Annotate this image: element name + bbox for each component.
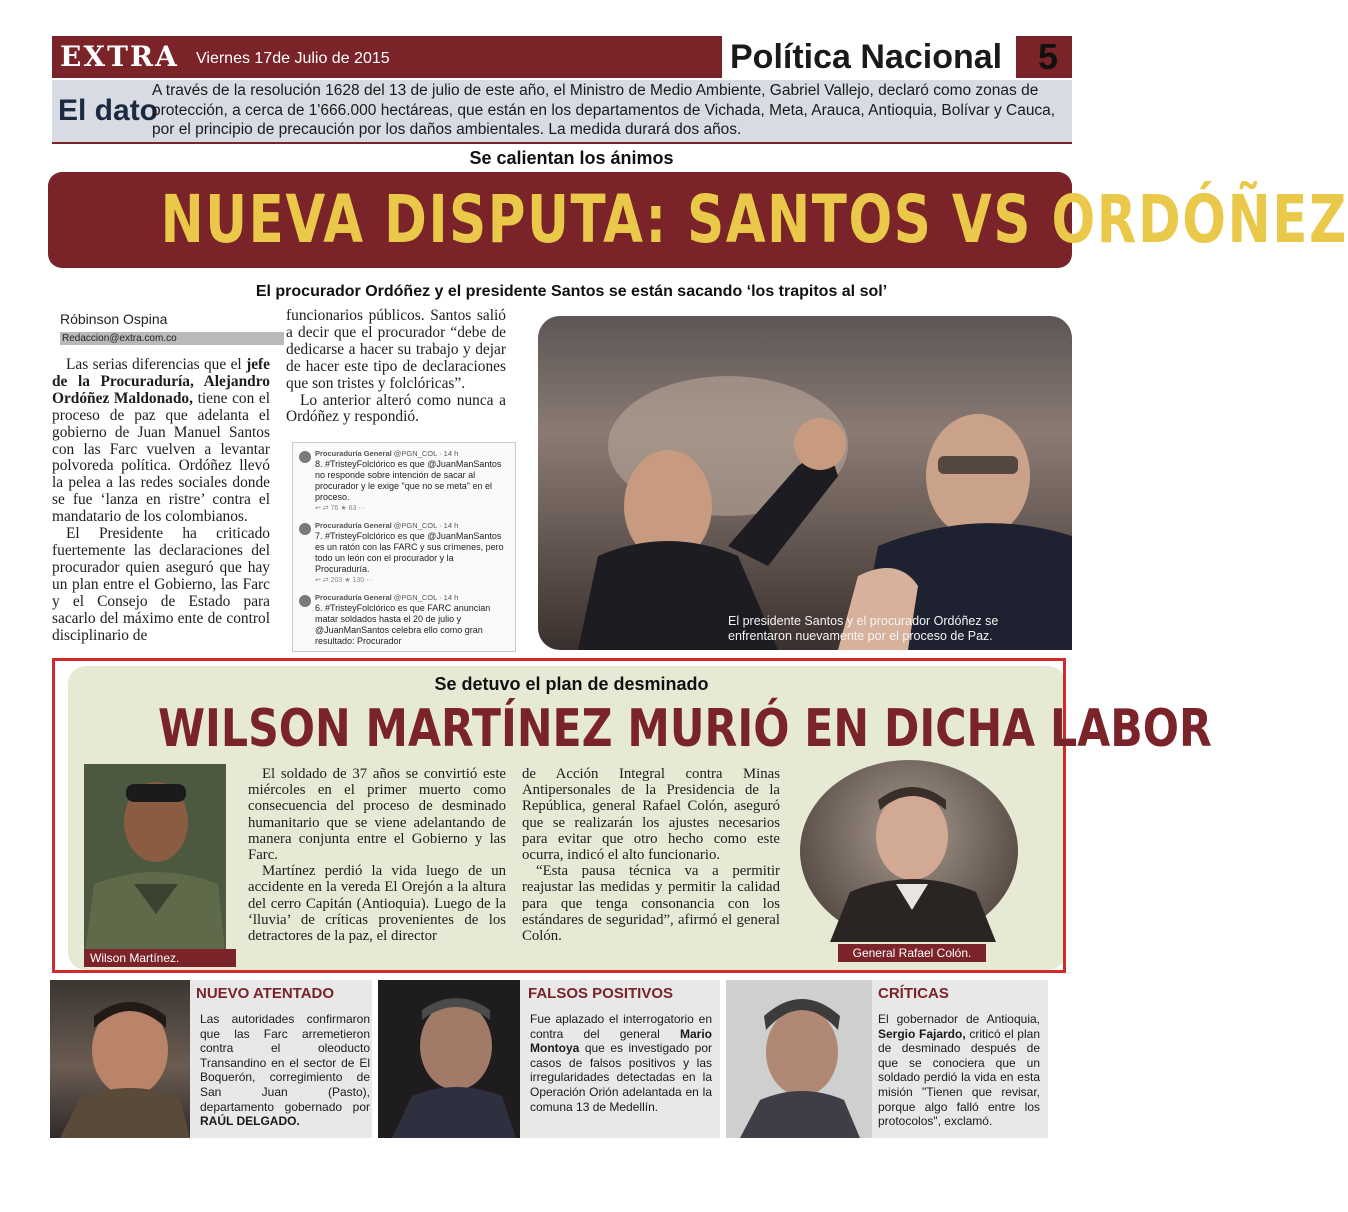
col4-paragraph-2: “Esta pausa técnica va a permitir reajustar las medidas y permitir la calidad para que tenga consonancia con los estándares de seguridad”, afirmó el general Colón.	[522, 863, 780, 945]
brief-text-part: Las autoridades confirmaron que las Farc arremetieron contra el oleoducto Transandino en el sector de El Boquerón, corregimiento de San Juan (Pasto), departamento gobernado por	[200, 1012, 370, 1114]
sergio-fajardo-photo	[726, 980, 872, 1138]
brief-text-falsos	[530, 1012, 712, 1114]
main-headline: NUEVA DISPUTA: SANTOS VS ORDÓÑEZ	[160, 181, 1348, 258]
wilson-kicker: Se detuvo el plan de desminado	[434, 674, 709, 694]
santos-ordonez-photo	[538, 316, 1072, 650]
tweet-handle: @PGN_COL · 14 h	[393, 521, 459, 530]
wilson-photo-caption: Wilson Martínez.	[84, 949, 236, 967]
col3-paragraph-1: El soldado de 37 años se convirtió este miércoles en el primer muerto como consecuencia del proceso de desminado humanitario que se viene adelantando de manera conjunta entre el Gobierno y las Farc.	[248, 766, 506, 864]
colon-photo-caption: General Rafael Colón.	[838, 944, 986, 962]
tweet-actions: ↩ ⇄ 76 ★ 63 ···	[315, 505, 366, 512]
brief-text-part: criticó el plan de desminado después de que se conociera que un soldado perdió la vida en esta misión "Tienen que revisar, porque algo falló entre los protocolos", exclamó.	[878, 1026, 1040, 1129]
col1-text-c: tiene con el proceso de paz que adelanta el gobierno de Juan Manuel Santos con las Farc vuelven a levantar polvoreda política. Ordóñez llevó la pelea a las redes sociales donde se fue ‘lanza en ristre’ contra el mandatario de los colombianos.	[52, 389, 270, 526]
dato-text: A través de la resolución 1628 del 13 de julio de este año, el Ministro de Medio Ambiente, Gabriel Vallejo, declaró como zonas de protección, a cerca de 1'666.000 hectáreas, que están en los departamentos de Vichada, Meta, Arauca, Antioquia, Bolívar y Cauca, por el principio de precaución por los daños ambientales. La medida durará dos años.	[152, 82, 1056, 138]
brief-title-criticas: CRÍTICAS	[878, 985, 949, 1002]
wilson-column-1	[248, 766, 506, 944]
santos-ordonez-caption: El presidente Santos y el procurador Ordóñez se enfrentaron nuevamente por el proceso de Paz.	[728, 614, 999, 643]
tweet-author: Procuraduría General	[315, 521, 392, 530]
wilson-column-2	[522, 766, 780, 944]
col2-paragraph-1: funcionarios públicos. Santos salió a decir que el procurador “debe de dedicarse a hacer su trabajo y dejar de hacer este tipo de declaraciones que son tristes y folclóricas”.	[286, 307, 506, 392]
twitter-avatar-icon	[299, 451, 311, 463]
tweet	[315, 448, 505, 514]
issue-date: Viernes 17de Julio de 2015	[196, 50, 390, 67]
col3-paragraph-2: Martínez perdió la vida luego de un accidente en la vereda El Orejón a la altura del cerro Capitán (Antioquia). Luego de la ‘lluvia’ de críticas provenientes de los detractores de la paz, el director	[248, 863, 506, 945]
wilson-martinez-photo	[84, 764, 226, 960]
tweet-handle: @PGN_COL · 14 h	[393, 593, 459, 602]
brief-text-part: que es investigado por casos de falsos positivos y las irregularidades detectadas en la Operación Orión adelantada en la comuna 13 de Medellín.	[530, 1041, 712, 1114]
section-title: Política Nacional	[730, 38, 1003, 76]
main-column-1	[52, 357, 270, 644]
newspaper-logo: EXTRA	[60, 40, 179, 73]
brief-text-bold: RAÚL DELGADO.	[200, 1114, 300, 1129]
dato-label: El dato	[58, 94, 159, 127]
col1-text-a: Las serias diferencias que el	[66, 356, 247, 373]
tweet-handle: @PGN_COL · 14 h	[393, 449, 459, 458]
brief-text-atentado	[200, 1012, 370, 1129]
portrait-illustration	[378, 980, 520, 1138]
col1-text-bold: jefe de la Procuraduría, Alejandro Ordóñez Maldonado,	[52, 356, 270, 407]
brief-text-bold: Mario Montoya	[530, 1026, 712, 1056]
main-kicker: Se calientan los ánimos	[469, 148, 674, 168]
portrait-illustration	[50, 980, 190, 1138]
page-number: 5	[1037, 36, 1059, 77]
tweets-screenshot	[292, 442, 516, 652]
tweet-text: 7. #TristeyFolclórico es que @JuanManSantos es un ratón con las FARC y sus crímenes, pero todo un león con el procurador y la Procuraduría.	[315, 531, 504, 574]
tweet-author: Procuraduría General	[315, 449, 392, 458]
twitter-avatar-icon	[299, 523, 311, 535]
brief-text-part: El gobernador de Antioquia,	[878, 1012, 1040, 1026]
brief-text-criticas	[878, 1012, 1040, 1129]
tweet-text: 8. #TristeyFolclórico es que @JuanManSantos no responde sobre intención de sacar al procurador y le exige "que no se meta" en el proceso.	[315, 459, 502, 502]
col1-paragraph-2: El Presidente ha criticado fuertemente las declaraciones del procurador quien aseguró que hay un plan entre el Gobierno, las Farc y el Consejo de Estado para sacarlo del máximo ente de control disciplinario de	[52, 525, 270, 644]
soldier-illustration	[84, 764, 226, 960]
tweet-actions: ↩ ⇄ 203 ★ 130 ···	[315, 577, 374, 584]
wilson-headline: WILSON MARTÍNEZ MURIÓ EN DICHA LABOR	[158, 699, 1212, 759]
tweet-author: Procuraduría General	[315, 593, 392, 602]
main-column-2	[286, 308, 506, 426]
brief-title-falsos: FALSOS POSITIVOS	[528, 985, 674, 1002]
santos-ordonez-illustration	[538, 316, 1072, 650]
col2-paragraph-2: Lo anterior alteró como nunca a Ordóñez y respondió.	[286, 391, 506, 426]
portrait-illustration	[726, 980, 872, 1138]
mario-montoya-photo	[378, 980, 520, 1138]
byline: Róbinson Ospina	[60, 311, 168, 327]
brief-text-part: Fue aplazado el interrogatorio en contra del general	[530, 1012, 712, 1041]
raul-delgado-photo	[50, 980, 190, 1138]
brief-title-atentado: NUEVO ATENTADO	[196, 985, 335, 1002]
brief-text-bold: Sergio Fajardo,	[878, 1026, 966, 1041]
rafael-colon-photo	[800, 760, 1018, 942]
byline-email: Redaccion@extra.com.co	[60, 332, 284, 345]
col4-paragraph-1: de Acción Integral contra Minas Antipersonales de la Presidencia de la República, general Rafael Colón, aseguró que se realizarán los ajustes necesarios para evitar que otro hecho como este ocurra, indicó el alto funcionario.	[522, 766, 780, 864]
tweet	[315, 592, 505, 647]
tweet	[315, 520, 505, 586]
general-illustration	[800, 760, 1018, 942]
main-subhead: El procurador Ordóñez y el presidente Santos se están sacando ‘los trapitos al sol’	[255, 283, 888, 300]
tweet-text: 6. #TristeyFolclórico es que FARC anuncian matar soldados hasta el 20 de julio y @JuanManSantos celebra ello como gran resultado: Procurador	[315, 603, 491, 646]
twitter-avatar-icon	[299, 595, 311, 607]
